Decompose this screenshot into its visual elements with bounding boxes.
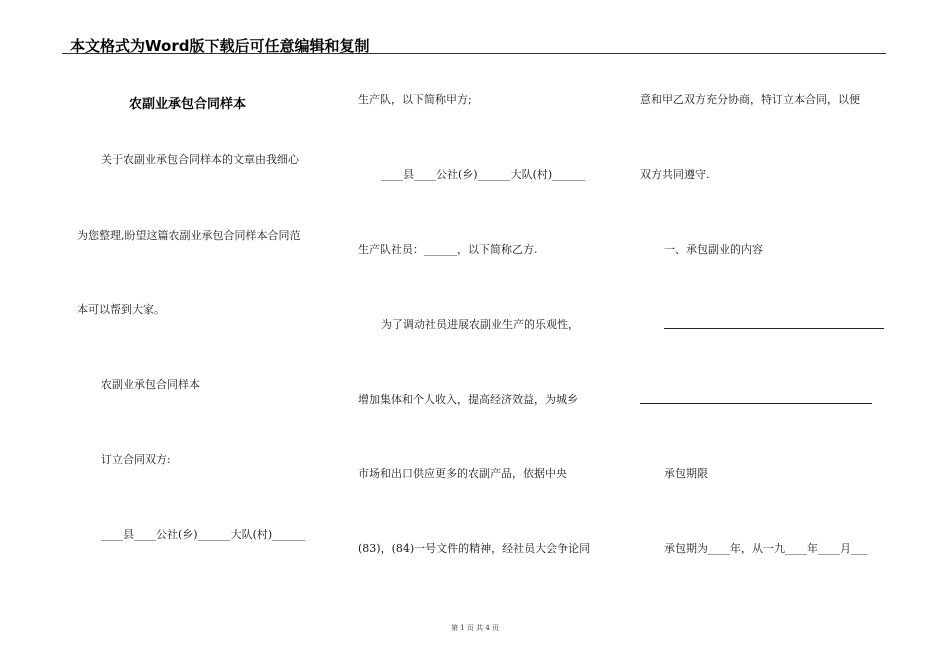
column-2 [358, 0, 610, 672]
paragraph-line: 订立合同双方: [101, 453, 171, 466]
page-number: 第 1 页 共 4 页 [450, 624, 500, 632]
paragraph-line: 本可以帮到大家。 [77, 303, 165, 316]
paragraph-line: 生产队社员：______，以下简称乙方. [358, 243, 538, 256]
paragraph-line: 双方共同遵守. [640, 168, 710, 181]
paragraph-line: 意和甲乙双方充分协商，特订立本合同，以便 [640, 93, 860, 106]
paragraph-line: 市场和出口供应更多的农副产品，依据中央 [358, 467, 567, 480]
fill-in-blank-line [664, 328, 884, 329]
paragraph-line: ____县____公社(乡)______大队(村)______ [381, 168, 586, 181]
section-heading: 承包期限 [664, 467, 708, 480]
fill-in-blank-line [640, 403, 872, 404]
paragraph-line: 承包期为____年，从一九____年____月___ [664, 542, 868, 555]
paragraph-line: ____县____公社(乡)______大队(村)______ [101, 528, 306, 541]
paragraph-line: 关于农副业承包合同样本的文章由我细心 [101, 153, 299, 166]
header-title: 本文格式为Word版下载后可任意编辑和复制 [70, 37, 370, 55]
paragraph-line: 生产队，以下简称甲方; [358, 93, 472, 106]
paragraph-line: 为了调动社员进展农副业生产的乐观性， [381, 318, 579, 331]
section-heading: 一、承包副业的内容 [664, 243, 763, 256]
paragraph-line: 增加集体和个人收入，提高经济效益，为城乡 [358, 393, 578, 406]
paragraph-line: 为您整理,盼望这篇农副业承包合同样本合同范 [77, 229, 301, 242]
document-title: 农副业承包合同样本 [129, 97, 247, 112]
paragraph-line: 农副业承包合同样本 [101, 378, 200, 391]
column-3 [640, 0, 892, 672]
paragraph-line: (83)，(84)一号文件的精神，经社员大会争论同 [358, 542, 591, 555]
column-1 [77, 0, 329, 672]
